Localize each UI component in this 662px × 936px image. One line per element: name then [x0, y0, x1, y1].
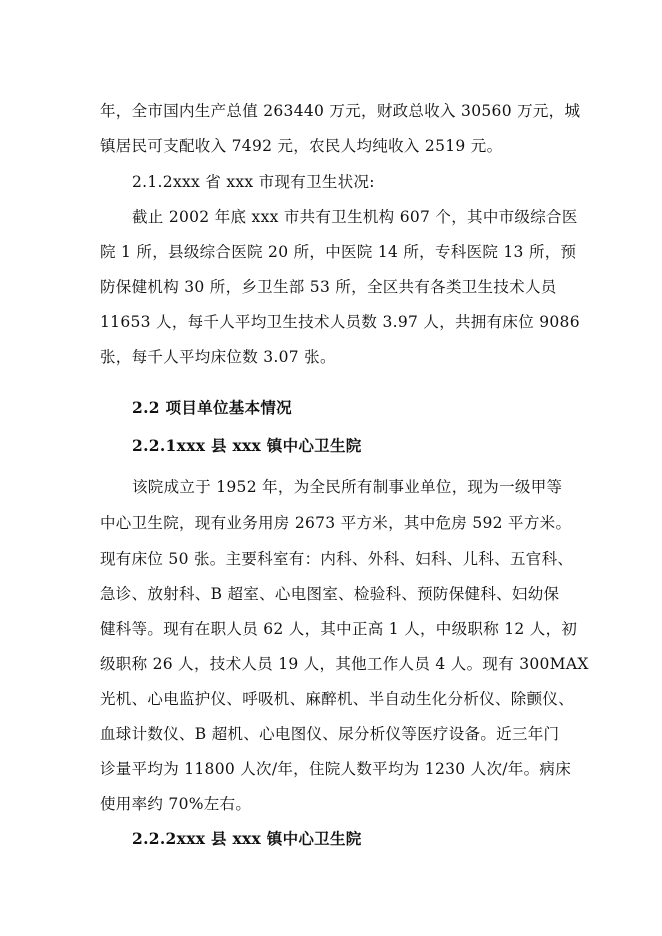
hospital-paragraph-line-9: 诊量平均为 11800 人次/年，住院人数平均为 1230 人次/年。病床	[100, 760, 572, 778]
subheading-health-status: 2.1.2xxx 省 xxx 市现有卫生状况:	[132, 173, 375, 191]
hospital-paragraph-line-4: 急诊、放射科、B 超室、心电图室、检验科、预防保健科、妇幼保	[100, 585, 560, 603]
section-heading-2-2: 2.2 项目单位基本情况	[132, 398, 292, 417]
health-paragraph-line-5: 张，每千人平均床位数 3.07 张。	[100, 348, 336, 366]
hospital-paragraph-line-6: 级职称 26 人，技术人员 19 人，其他工作人员 4 人。现有 300MAX	[100, 655, 589, 673]
health-paragraph-line-1: 截止 2002 年底 xxx 市共有卫生机构 607 个，其中市级综合医	[132, 208, 578, 226]
hospital-paragraph-line-10: 使用率约 70%左右。	[100, 795, 252, 813]
hospital-paragraph-line-3: 现有床位 50 张。主要科室有：内科、外科、妇科、儿科、五官科、	[100, 550, 574, 568]
intro-paragraph-line-1: 年，全市国内生产总值 263440 万元，财政总收入 30560 万元，城	[100, 102, 581, 120]
section-heading-2-2-1: 2.2.1xxx 县 xxx 镇中心卫生院	[132, 436, 362, 455]
health-paragraph-line-4: 11653 人，每千人平均卫生技术人员数 3.97 人，共拥有床位 9086	[100, 313, 580, 331]
health-paragraph-line-3: 防保健机构 30 所，乡卫生部 53 所，全区共有各类卫生技术人员	[100, 278, 557, 296]
hospital-paragraph-line-8: 血球计数仪、B 超机、心电图仪、尿分析仪等医疗设备。近三年门	[100, 725, 560, 743]
section-heading-2-2-2: 2.2.2xxx 县 xxx 镇中心卫生院	[132, 829, 362, 848]
hospital-paragraph-line-7: 光机、心电监护仪、呼吸机、麻醉机、半自动生化分析仪、除颤仪、	[100, 690, 575, 708]
hospital-paragraph-line-2: 中心卫生院，现有业务用房 2673 平方米，其中危房 592 平方米。	[100, 514, 572, 532]
hospital-paragraph-line-5: 健科等。现有在职人员 62 人，其中正高 1 人，中级职称 12 人，初	[100, 620, 578, 638]
health-paragraph-line-2: 院 1 所，县级综合医院 20 所，中医院 14 所，专科医院 13 所，预	[100, 243, 577, 261]
hospital-paragraph-line-1: 该院成立于 1952 年，为全民所有制事业单位，现为一级甲等	[132, 478, 563, 496]
intro-paragraph-line-2: 镇居民可支配收入 7492 元，农民人均纯收入 2519 元。	[100, 137, 503, 155]
